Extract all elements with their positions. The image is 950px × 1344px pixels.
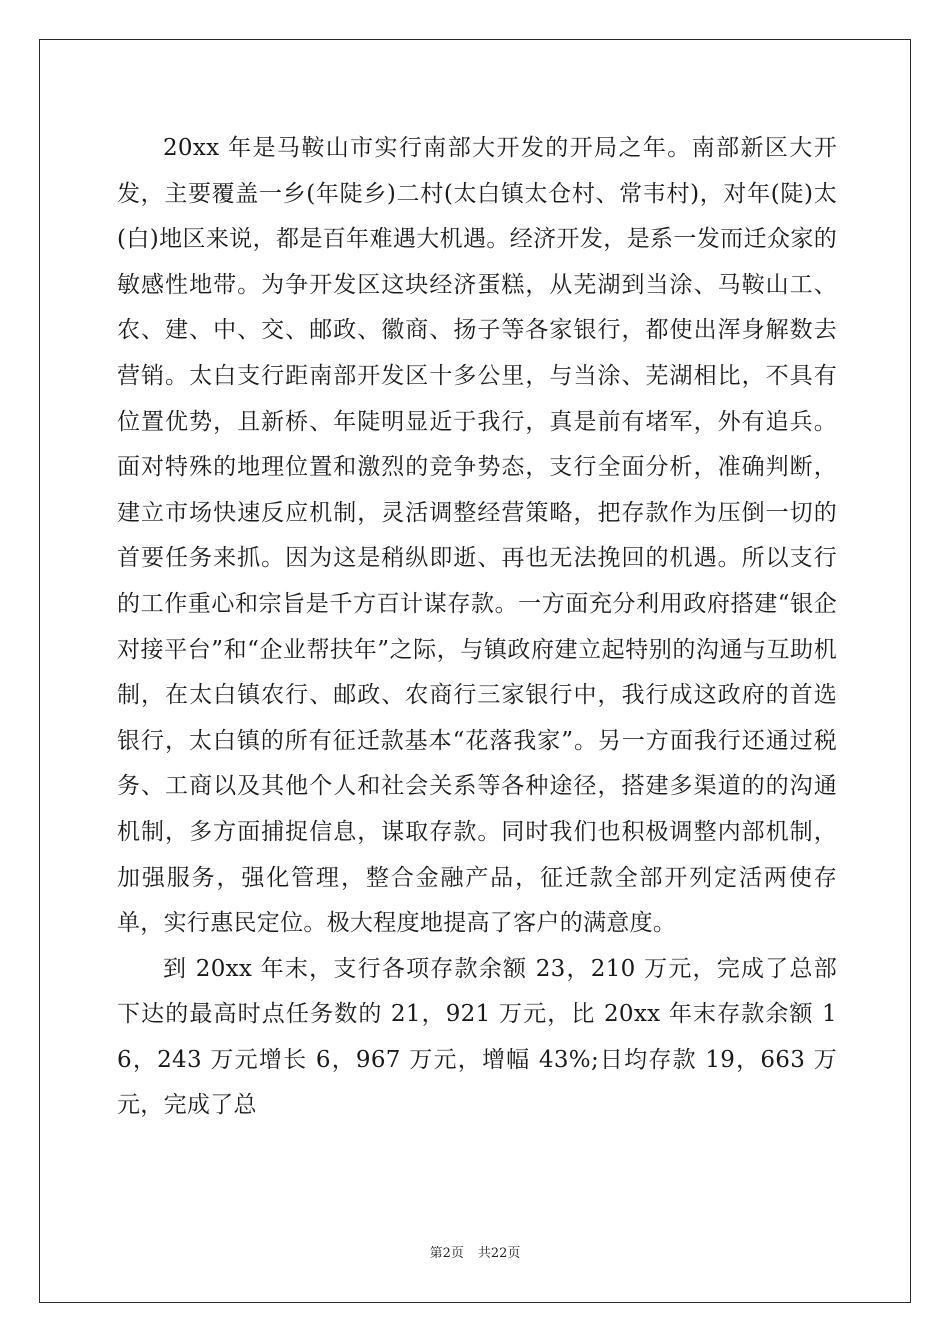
- page-total: 共22页: [477, 1246, 521, 1261]
- page-number: 第2页: [429, 1246, 464, 1261]
- document-body: [117, 126, 837, 1129]
- paragraph: 到 20xx 年末，支行各项存款余额 23，210 万元，完成了总部下达的最高时点任务数的 21，921 万元，比 20xx 年末存款余额 16，243 万元增长 6，967 万元，增幅 43%;日均存款 19，663 万元，完成了总: [117, 955, 837, 1119]
- paragraph: 20xx 年是马鞍山市实行南部大开发的开局之年。南部新区大开发，主要覆盖一乡(年陡乡)二村(太白镇太仓村、常韦村)，对年(陡)太(白)地区来说，都是百年难遇大机遇。经济开发，是系一发而迁众家的敏感性地带。为争开发区这块经济蛋糕，从芜湖到当涂、马鞍山工、农、建、中、交、邮政、徽商、扬子等各家银行，都使出浑身解数去营销。太白支行距南部开发区十多公里，与当涂、芜湖相比，不具有位置优势，且新桥、年陡明显近于我行，真是前有堵军，外有追兵。面对特殊的地理位置和激烈的竞争势态，支行全面分析，准确判断，建立市场快速反应机制，灵活调整经营策略，把存款作为压倒一切的首要任务来抓。因为这是稍纵即逝、再也无法挽回的机遇。所以支行的工作重心和宗旨是千方百计谋存款。一方面充分利用政府搭建“银企对接平台”和“企业帮扶年”之际，与镇政府建立起特别的沟通与互助机制，在太白镇农行、邮政、农商行三家银行中，我行成这政府的首选银行，太白镇的所有征迁款基本“花落我家”。另一方面我行还通过税务、工商以及其他个人和社会关系等各种途径，搭建多渠道的的沟通机制，多方面捕捉信息，谋取存款。同时我们也积极调整内部机制，加强服务，强化管理，整合金融产品，征迁款全部开列定活两使存单，实行惠民定位。极大程度地提高了客户的满意度。: [117, 135, 837, 937]
- page-footer: [0, 1242, 950, 1261]
